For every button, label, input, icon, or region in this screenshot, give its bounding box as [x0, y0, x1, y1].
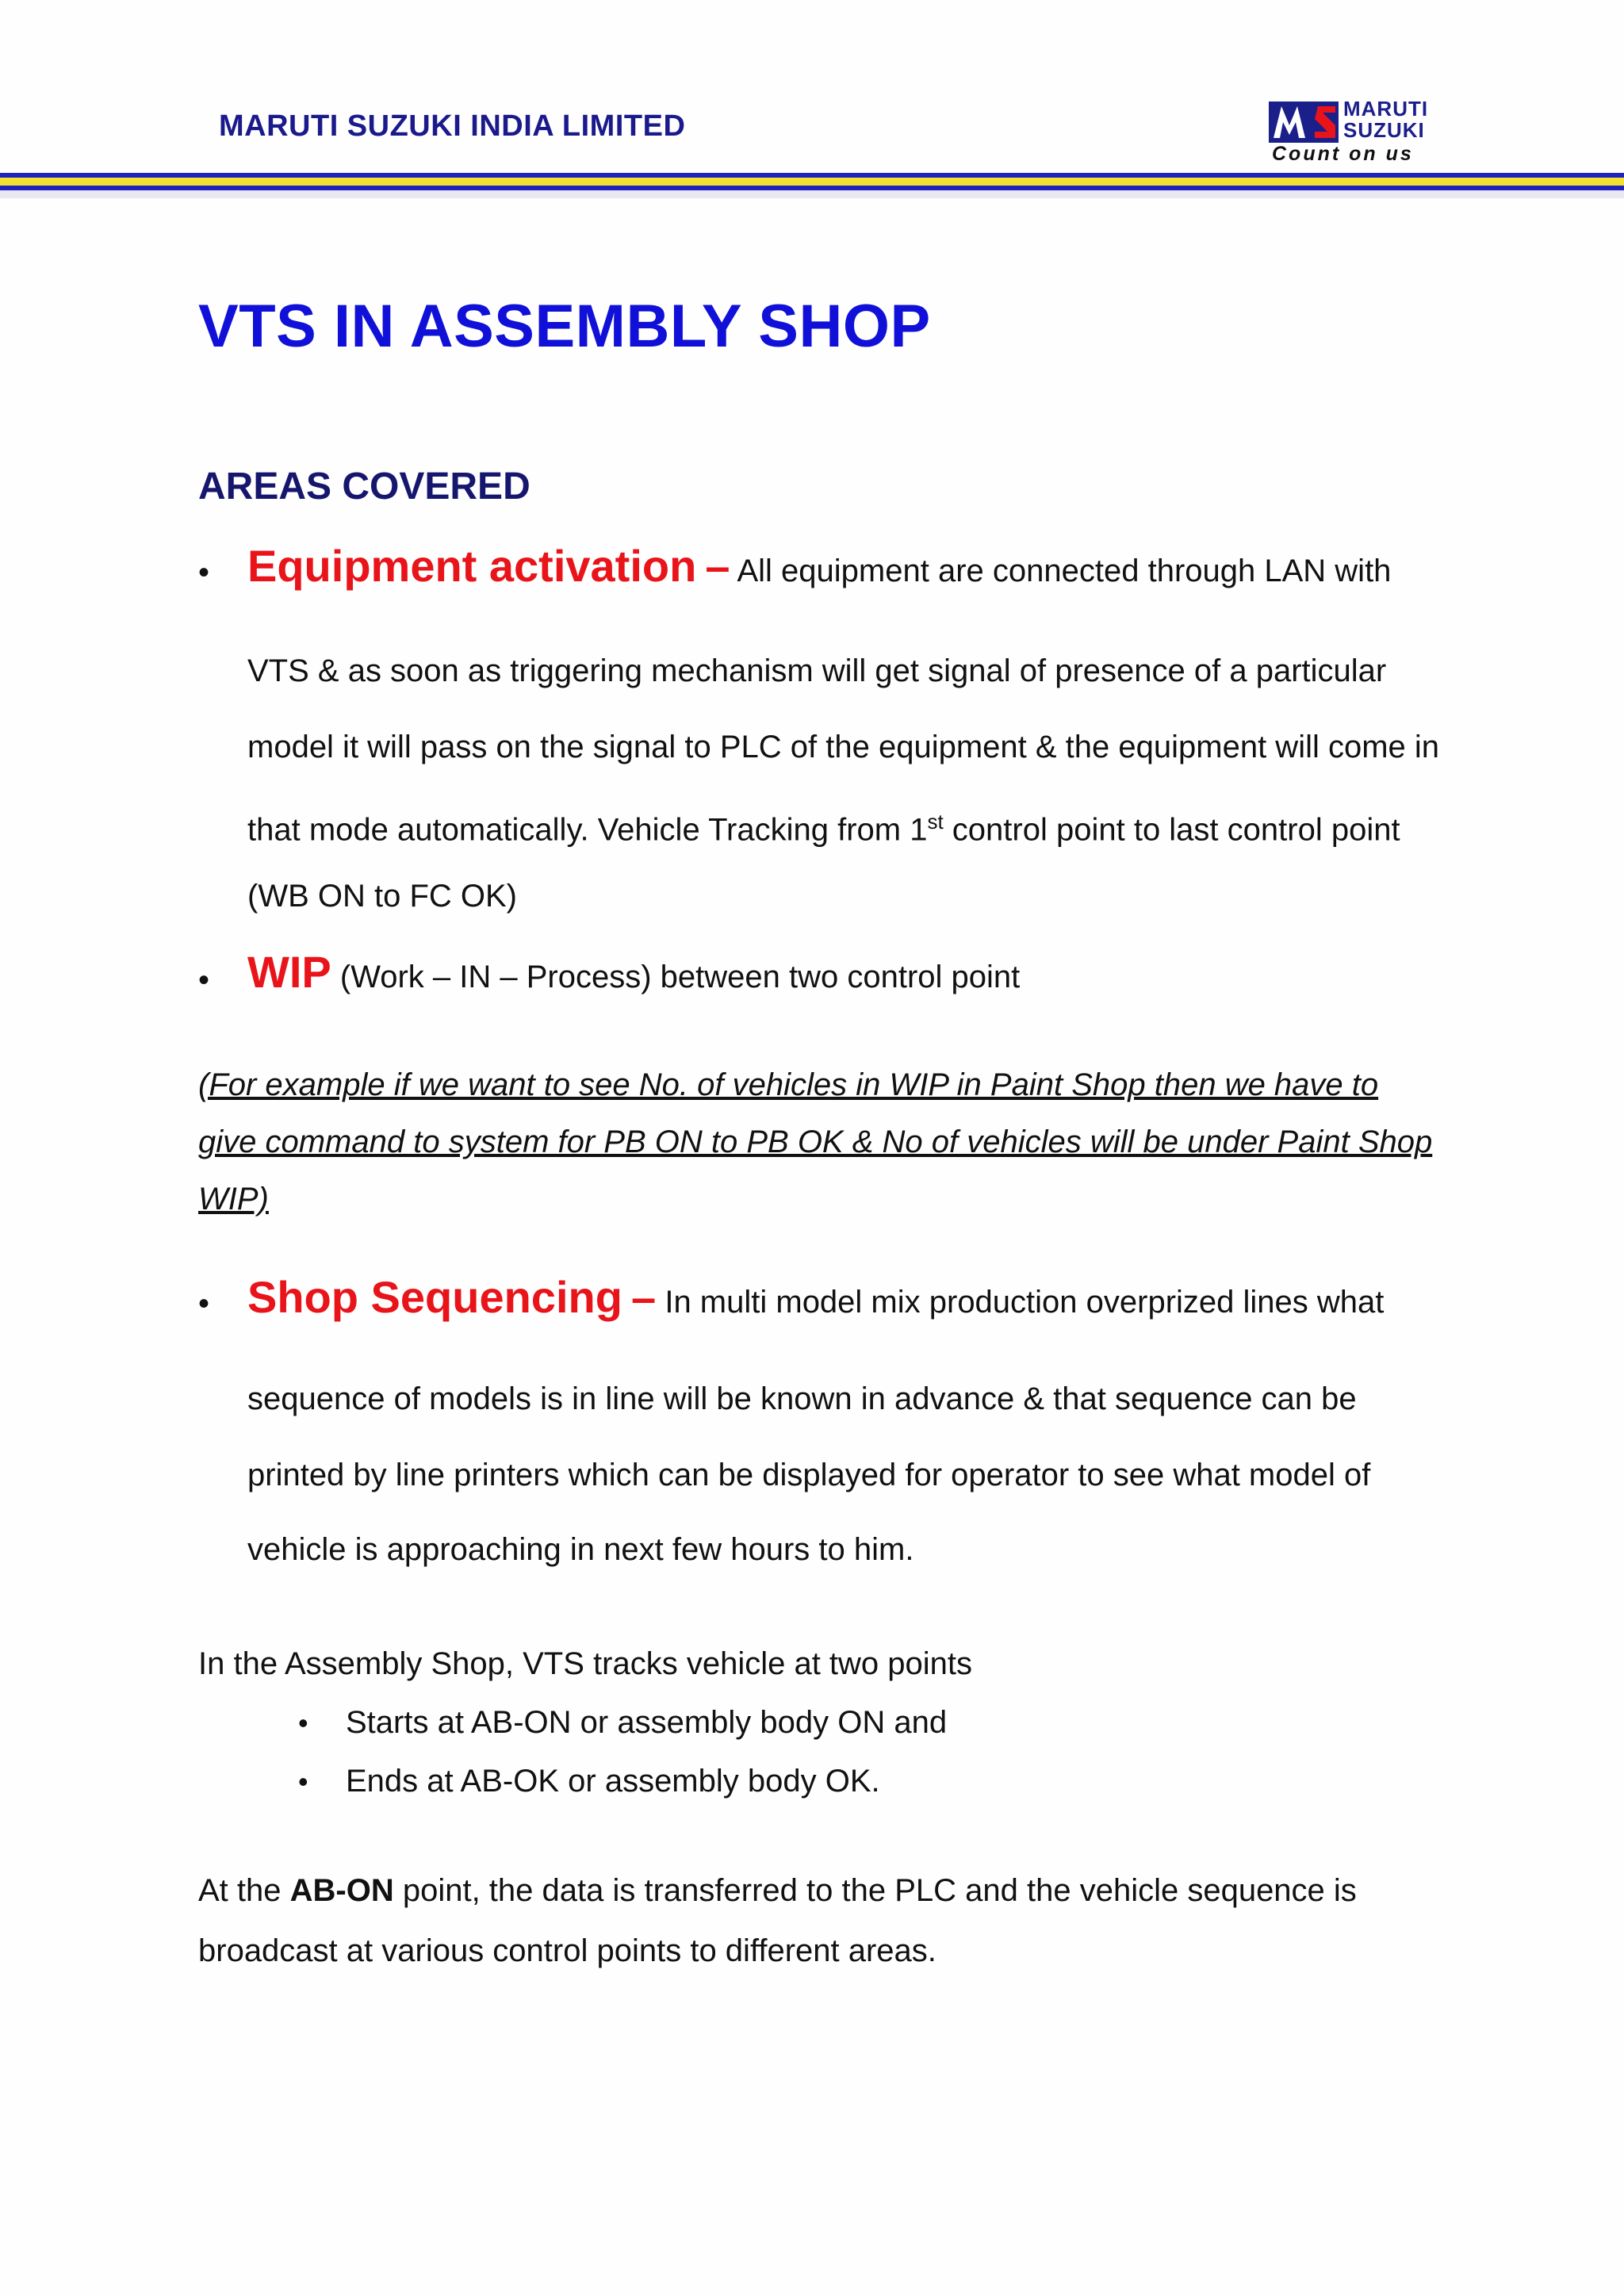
sequencing-line-4: vehicle is approaching in next few hours to him.	[247, 1532, 914, 1567]
equipment-line-2: VTS & as soon as triggering mechanism will get signal of presence of a particular	[247, 653, 1387, 688]
sequencing-line-1	[247, 1272, 1385, 1322]
bullet-icon: •	[298, 1707, 308, 1739]
maruti-suzuki-logo	[1269, 98, 1475, 165]
equipment-line-5: (WB ON to FC OK)	[247, 879, 517, 914]
sequencing-dash: –	[631, 1272, 657, 1322]
sequencing-line-3: printed by line printers which can be displayed for operator to see what model of	[247, 1458, 1371, 1492]
assembly-intro: In the Assembly Shop, VTS tracks vehicle at two points	[198, 1646, 973, 1681]
sequencing-line-2: sequence of models is in line will be known in advance & that sequence can be	[247, 1381, 1357, 1416]
equipment-line-1	[247, 541, 1392, 591]
equipment-line-4: that mode automatically. Vehicle Tracking from 1st control point to last control point	[247, 810, 1400, 848]
sequencing-lead: Shop Sequencing	[247, 1272, 622, 1322]
closing-line-2: broadcast at various control points to different areas.	[198, 1933, 936, 1968]
assembly-point-start: Starts at AB-ON or assembly body ON and	[346, 1705, 948, 1740]
bullet-icon: •	[198, 555, 210, 590]
superscript-st: st	[927, 810, 944, 833]
sequencing-text-1: In multi model mix production overprized lines what	[665, 1285, 1385, 1320]
areas-covered-heading: AREAS COVERED	[198, 466, 530, 508]
example-line-1: (For example if we want to see No. of vehicles in WIP in Paint Shop then we have to	[198, 1067, 1379, 1102]
logo-name-line2: SUZUKI	[1343, 118, 1425, 142]
assembly-point-end: Ends at AB-OK or assembly body OK.	[346, 1764, 880, 1799]
logo-tagline: Count on us	[1272, 143, 1414, 165]
equipment-line-3: model it will pass on the signal to PLC of the equipment & the equipment will come in	[247, 730, 1440, 764]
logo-name-line1: MARUTI	[1343, 97, 1429, 121]
closing-line-1: At the AB-ON point, the data is transferred to the PLC and the vehicle sequence is	[198, 1873, 1357, 1908]
page-title: VTS IN ASSEMBLY SHOP	[198, 293, 931, 360]
example-line-2: give command to system for PB ON to PB OK & No of vehicles will be under Paint Shop	[198, 1125, 1433, 1159]
example-line-3: WIP)	[198, 1182, 269, 1216]
suzuki-s-emblem-icon	[1269, 102, 1339, 143]
bullet-icon: •	[198, 1286, 210, 1321]
wip-lead: WIP	[247, 947, 331, 997]
equipment-text-1: All equipment are connected through LAN with	[737, 554, 1392, 588]
header-band-shadow	[0, 190, 1624, 198]
wip-text: (Work – IN – Process) between two control point	[331, 960, 1021, 994]
bullet-icon: •	[298, 1765, 308, 1798]
header-band-middle	[0, 178, 1624, 186]
ab-on-bold: AB-ON	[289, 1873, 394, 1908]
wip-line	[247, 947, 1021, 997]
equipment-dash: –	[705, 541, 730, 591]
company-name: MARUTI SUZUKI INDIA LIMITED	[219, 109, 686, 143]
equipment-lead: Equipment activation	[247, 541, 697, 591]
bullet-icon: •	[198, 963, 210, 998]
